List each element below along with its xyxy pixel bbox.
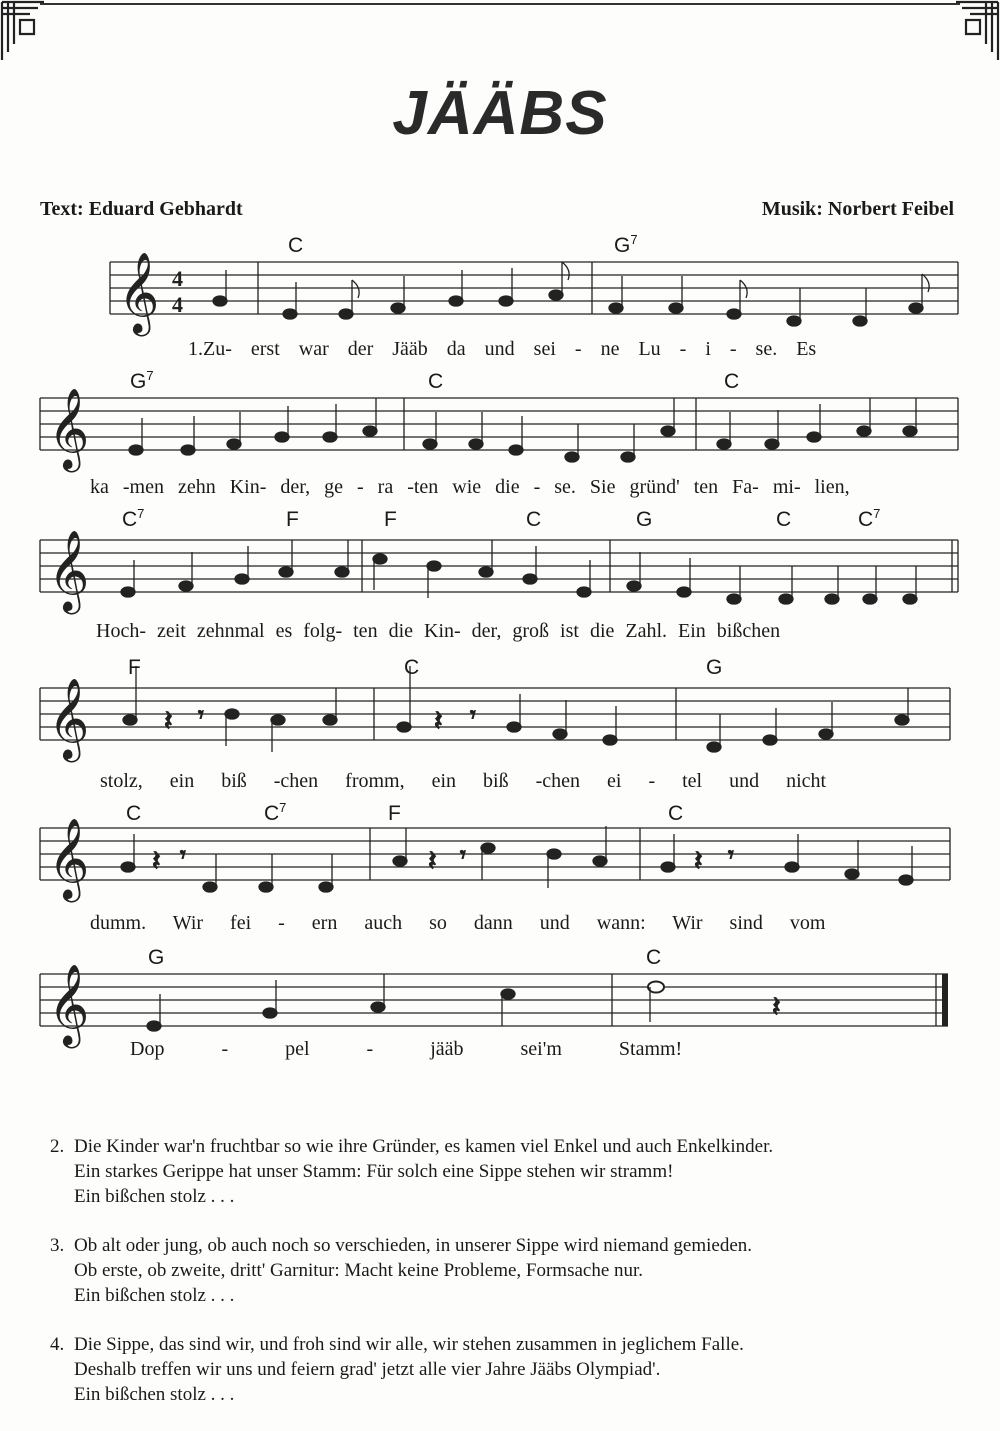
treble-clef-icon: 𝄞 [48, 391, 90, 468]
chord-symbol: C [646, 946, 662, 969]
chord-symbol: C [404, 656, 420, 679]
treble-clef-icon: 𝄞 [118, 255, 160, 332]
verse-3 [50, 1233, 970, 1308]
svg-text:𝄽: 𝄽 [164, 706, 173, 737]
verse-4 [50, 1332, 970, 1407]
lyric-line: dumm. Wir fei - ern auch so dann und wann: Wir sind vom [90, 912, 826, 934]
chord-symbol: C [126, 802, 142, 825]
svg-text:𝄽: 𝄽 [152, 846, 161, 877]
chord-symbol: $G^7$ [614, 232, 638, 257]
verse-number: 2. [50, 1136, 65, 1157]
song-title: JÄÄBS [392, 79, 608, 148]
verse-number: 3. [50, 1235, 65, 1256]
svg-text:𝄾: 𝄾 [460, 842, 466, 867]
chord-symbol: $C^7$ [858, 506, 881, 531]
chord-symbol: C [668, 802, 684, 825]
final-barline [942, 974, 948, 1026]
verse-line: Ob erste, ob zweite, dritt' Garnitur: Macht keine Probleme, Formsache nur. [74, 1260, 644, 1281]
treble-clef-icon: 𝄞 [48, 821, 90, 898]
chord-symbol: $C^7$ [122, 506, 145, 531]
verse-line: Ein bißchen stolz . . . [74, 1285, 235, 1306]
lyric-line: 1.Zu- erst war der Jääb da und sei - ne Lu - i - se. Es [188, 338, 817, 360]
music-system-1 [0, 230, 1000, 370]
lyric-line: ka -men zehn Kin- der, ge - ra -ten wie die - se. Sie gründ' ten Fa- mi- lien, [90, 476, 850, 498]
chord-symbol: G [148, 946, 165, 969]
svg-text:𝄽: 𝄽 [694, 846, 703, 877]
verse-line: Ob alt oder jung, ob auch noch so verschieden, in unserer Sippe wird niemand gemieden. [74, 1235, 753, 1256]
music-system-4 [0, 652, 1000, 802]
lyric-line: Hoch- zeit zehnmal es folg- ten die Kin- der, groß ist die Zahl. Ein bißchen [96, 620, 781, 642]
chord-symbol: $G^7$ [130, 368, 154, 393]
treble-clef-icon: 𝄞 [48, 533, 90, 610]
time-signature-bottom: 4 [172, 292, 183, 317]
chord-symbol: F [388, 802, 401, 825]
corner-ornament-left-icon [0, 0, 70, 70]
music-system-5 [0, 796, 1000, 946]
chord-symbol: F [384, 508, 397, 531]
verse-line: Ein bißchen stolz . . . [74, 1186, 235, 1207]
chord-symbol: C [428, 370, 444, 393]
verse-line: Ein starkes Gerippe hat unser Stamm: Für solch eine Sippe stehen wir stramm! [74, 1161, 674, 1182]
top-border-line [40, 3, 960, 5]
time-signature-top: 4 [172, 266, 183, 291]
music-system-6 [0, 940, 1000, 1080]
additional-verses [50, 1134, 970, 1431]
svg-text:𝄽: 𝄽 [772, 992, 781, 1023]
verse-2 [50, 1134, 970, 1209]
svg-text:𝄾: 𝄾 [198, 702, 204, 727]
svg-text:𝄾: 𝄾 [470, 702, 476, 727]
svg-text:𝄾: 𝄾 [728, 842, 734, 867]
chord-symbol: G [706, 656, 723, 679]
composer-credit: Musik: Norbert Feibel [761, 198, 954, 220]
corner-ornament-right-icon [930, 0, 1000, 70]
verse-line: Ein bißchen stolz . . . [74, 1384, 235, 1405]
verse-line: Die Sippe, das sind wir, und froh sind wir alle, wir stehen zusammen in jeglichem Falle. [74, 1334, 744, 1355]
chord-symbol: C [776, 508, 792, 531]
chord-symbol: $C^7$ [264, 800, 287, 825]
treble-clef-icon: 𝄞 [48, 967, 90, 1044]
chord-symbol: G [636, 508, 653, 531]
chord-symbol: C [288, 234, 304, 257]
chord-symbol: C [526, 508, 542, 531]
verse-number: 4. [50, 1334, 65, 1355]
notes-group [213, 262, 929, 326]
chord-symbol: C [724, 370, 740, 393]
music-system-3 [0, 504, 1000, 654]
svg-text:𝄽: 𝄽 [428, 846, 437, 877]
chord-symbol: F [128, 656, 141, 679]
chord-symbol: F [286, 508, 299, 531]
verse-line: Die Kinder war'n fruchtbar so wie ihre Gründer, es kamen viel Enkel und auch Enkelkinder. [74, 1136, 774, 1157]
treble-clef-icon: 𝄞 [48, 681, 90, 758]
lyricist-credit: Text: Eduard Gebhardt [40, 198, 243, 220]
lyric-line: stolz, ein biß -chen fromm, ein biß -chen ei - tel und nicht [100, 770, 827, 792]
svg-text:𝄾: 𝄾 [180, 842, 186, 867]
svg-text:𝄽: 𝄽 [434, 706, 443, 737]
music-system-2 [0, 366, 1000, 506]
lyric-line: Dop - pel - jääb sei'm Stamm! [130, 1038, 683, 1060]
verse-line: Deshalb treffen wir uns und feiern grad' jetzt alle vier Jahre Jääbs Olympiad'. [74, 1359, 661, 1380]
